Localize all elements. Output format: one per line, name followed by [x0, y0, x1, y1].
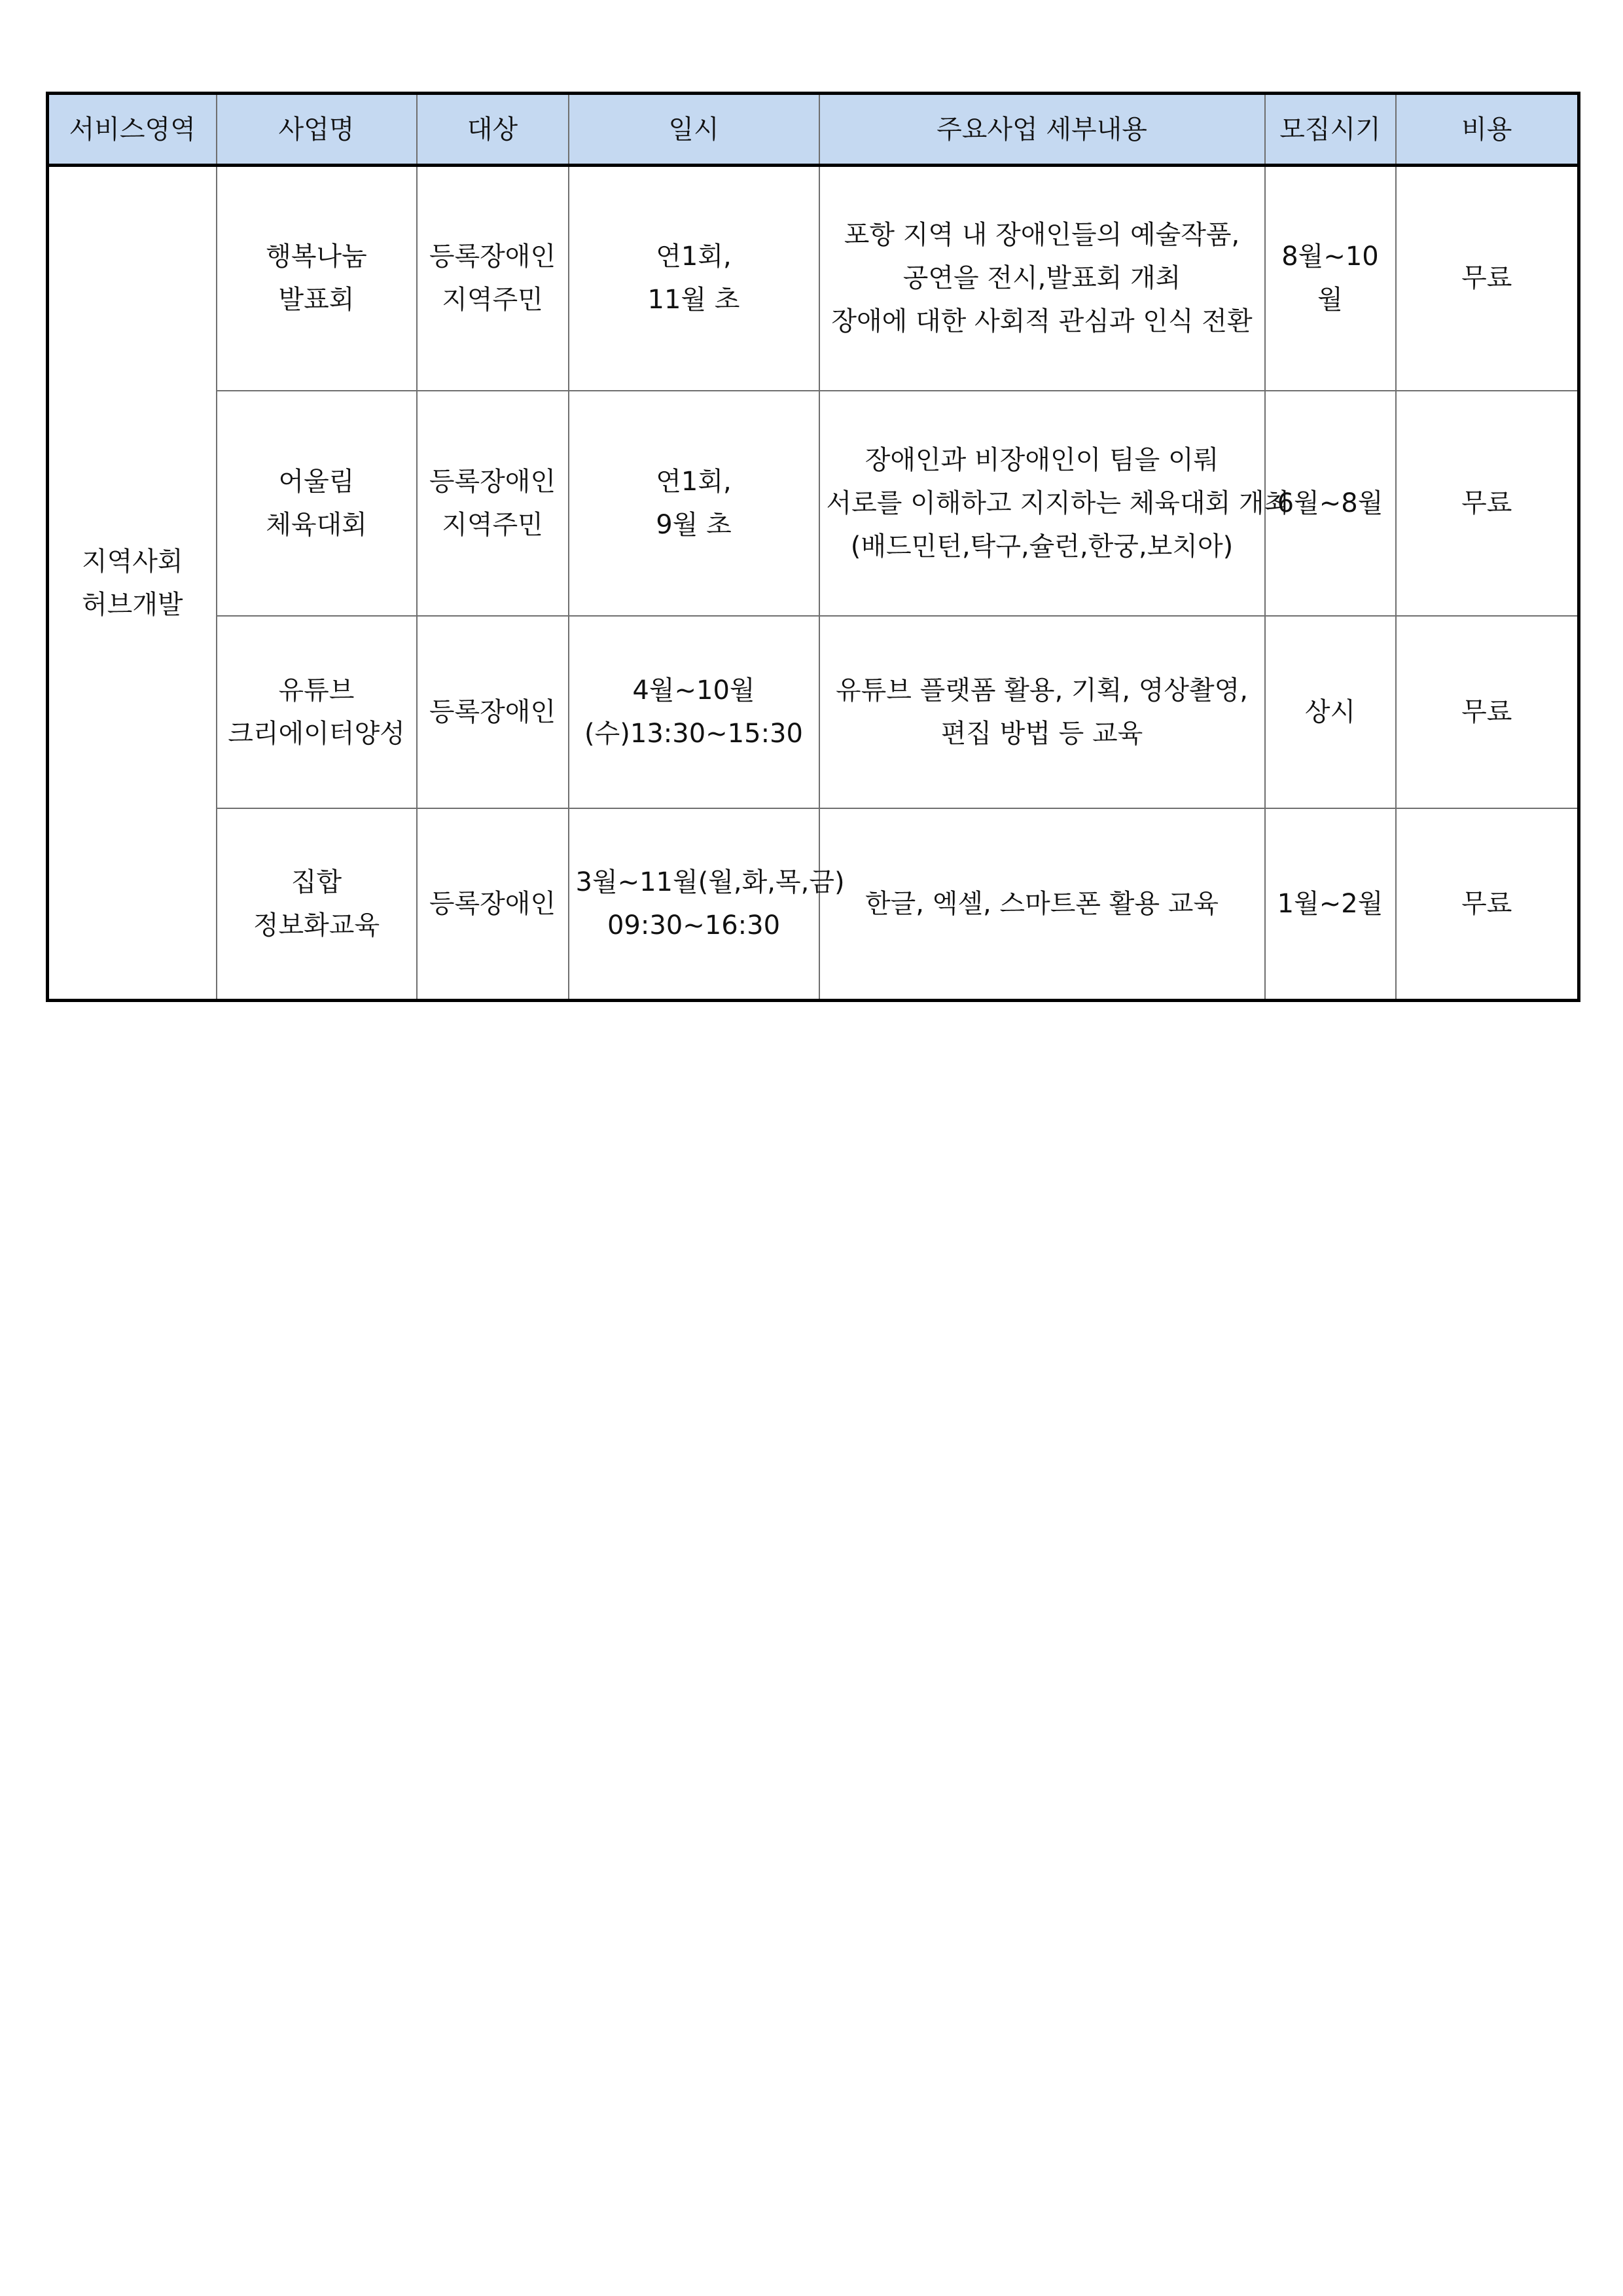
- details-line: 장애에 대한 사회적 관심과 인식 전환: [831, 306, 1253, 337]
- recruit-period-cell: 6월~8월: [1265, 391, 1396, 616]
- target-cell: [417, 616, 569, 808]
- target-line: 지역주민: [442, 509, 543, 540]
- target-line: 등록장애인: [429, 888, 556, 919]
- program-name-line: 발표회: [278, 285, 355, 315]
- program-name-line: 정보화교육: [253, 910, 380, 941]
- program-name-line: 크리에이터양성: [228, 718, 405, 749]
- recruit-period-cell: 8월~10월: [1265, 166, 1396, 391]
- target-line: 등록장애인: [429, 696, 556, 727]
- header-recruit-period: 모집시기: [1265, 94, 1396, 166]
- details-line: 장애인과 비장애인이 팀을 이뤄: [865, 444, 1219, 475]
- details-cell: [819, 808, 1265, 1001]
- details-line: 한글, 엑셀, 스마트폰 활용 교육: [865, 888, 1219, 919]
- program-name-cell: [217, 616, 417, 808]
- program-name-line: 집합: [291, 867, 342, 897]
- schedule-line: (수)13:30~15:30: [584, 718, 803, 749]
- service-area-line: 허브개발: [81, 589, 183, 620]
- cost-cell: 무료: [1396, 391, 1579, 616]
- program-name-cell: [217, 166, 417, 391]
- table-row: [48, 166, 1579, 391]
- service-area-line: 지역사회: [81, 546, 183, 577]
- program-name-cell: [217, 808, 417, 1001]
- table-row: [48, 808, 1579, 1001]
- cost-cell: 무료: [1396, 808, 1579, 1001]
- table-row: [48, 391, 1579, 616]
- details-cell: [819, 616, 1265, 808]
- cost-cell: 무료: [1396, 166, 1579, 391]
- details-line: 유튜브 플랫폼 활용, 기획, 영상촬영,: [836, 675, 1248, 706]
- schedule-cell: [569, 616, 819, 808]
- recruit-period-cell: 1월~2월: [1265, 808, 1396, 1001]
- program-name-line: 어울림: [278, 466, 355, 497]
- target-line: 등록장애인: [429, 466, 556, 497]
- details-line: 서로를 이해하고 지지하는 체육대회 개최: [826, 488, 1290, 518]
- schedule-cell: [569, 166, 819, 391]
- schedule-line: 연1회,: [656, 242, 732, 272]
- details-line: (배드민턴,탁구,슐런,한궁,보치아): [850, 531, 1234, 562]
- details-line: 편집 방법 등 교육: [940, 718, 1143, 749]
- program-table: [46, 92, 1580, 1002]
- details-line: 공연을 전시,발표회 개최: [902, 263, 1181, 294]
- target-line: 등록장애인: [429, 242, 556, 272]
- header-target: 대상: [417, 94, 569, 166]
- program-name-line: 유튜브: [278, 675, 355, 706]
- schedule-line: 11월 초: [647, 285, 740, 315]
- header-service-area: 서비스영역: [48, 94, 217, 166]
- service-area-cell: [48, 166, 217, 1001]
- header-program-name: 사업명: [217, 94, 417, 166]
- table-row: [48, 616, 1579, 808]
- table-header-row: [48, 94, 1579, 166]
- program-name-cell: [217, 391, 417, 616]
- target-cell: [417, 808, 569, 1001]
- target-cell: [417, 391, 569, 616]
- details-cell: [819, 166, 1265, 391]
- details-line: 포항 지역 내 장애인들의 예술작품,: [844, 220, 1240, 251]
- schedule-line: 09:30~16:30: [607, 910, 781, 941]
- schedule-line: 3월~11월(월,화,목,금): [575, 867, 845, 897]
- details-cell: [819, 391, 1290, 616]
- cost-cell: 무료: [1396, 616, 1579, 808]
- header-cost: 비용: [1396, 94, 1579, 166]
- schedule-line: 연1회,: [656, 466, 732, 497]
- schedule-line: 9월 초: [656, 509, 732, 540]
- header-schedule: 일시: [569, 94, 819, 166]
- schedule-cell: [569, 391, 819, 616]
- target-cell: [417, 166, 569, 391]
- recruit-period-cell: 상시: [1265, 616, 1396, 808]
- schedule-line: 4월~10월: [632, 675, 755, 706]
- header-details: 주요사업 세부내용: [819, 94, 1265, 166]
- target-line: 지역주민: [442, 285, 543, 315]
- program-name-line: 체육대회: [266, 509, 367, 540]
- schedule-cell: [569, 808, 845, 1001]
- program-name-line: 행복나눔: [266, 242, 367, 272]
